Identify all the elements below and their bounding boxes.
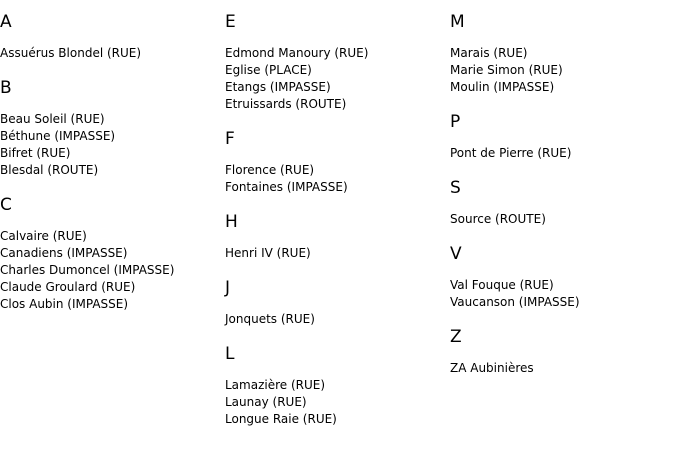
letter-heading: M <box>450 12 465 32</box>
street-list <box>225 162 445 196</box>
street-link[interactable]: Assuérus Blondel (RUE) <box>0 46 142 60</box>
street-link[interactable]: Henri IV (RUE) <box>225 246 311 260</box>
letter-group <box>225 344 445 428</box>
list-item <box>225 62 445 79</box>
list-item <box>225 79 445 96</box>
list-item <box>450 145 670 162</box>
list-item <box>225 45 445 62</box>
letter-group <box>225 278 445 328</box>
letter-heading: V <box>450 244 462 264</box>
street-list <box>225 45 445 113</box>
street-link[interactable]: Canadiens (IMPASSE) <box>0 246 128 260</box>
street-link[interactable]: Etruissards (ROUTE) <box>225 97 347 111</box>
street-list <box>450 45 670 96</box>
street-link[interactable]: Béthune (IMPASSE) <box>0 129 116 143</box>
street-link[interactable]: Fontaines (IMPASSE) <box>225 180 348 194</box>
list-item <box>225 394 445 411</box>
street-link[interactable]: ZA Aubinières <box>450 361 534 375</box>
list-item <box>0 111 220 128</box>
letter-group <box>225 129 445 196</box>
letter-group <box>450 244 670 311</box>
list-item <box>0 279 220 296</box>
letter-group <box>0 12 220 62</box>
street-link[interactable]: Calvaire (RUE) <box>0 229 87 243</box>
list-item <box>450 45 670 62</box>
list-item <box>450 294 670 311</box>
street-link[interactable]: Beau Soleil (RUE) <box>0 112 105 126</box>
list-item <box>0 296 220 313</box>
street-list <box>225 377 445 428</box>
street-link[interactable]: Edmond Manoury (RUE) <box>225 46 369 60</box>
street-index-column <box>0 12 220 329</box>
letter-heading: J <box>225 278 231 298</box>
street-link[interactable]: Blesdal (ROUTE) <box>0 163 99 177</box>
letter-heading: H <box>225 212 238 232</box>
street-link[interactable]: Florence (RUE) <box>225 163 315 177</box>
letter-group <box>450 178 670 228</box>
letter-heading: P <box>450 112 461 132</box>
list-item <box>0 45 220 62</box>
list-item <box>450 277 670 294</box>
street-link[interactable]: Longue Raie (RUE) <box>225 412 337 426</box>
street-list <box>450 145 670 162</box>
list-item <box>225 411 445 428</box>
street-list <box>0 111 220 179</box>
street-link[interactable]: Vaucanson (IMPASSE) <box>450 295 580 309</box>
list-item <box>0 128 220 145</box>
street-link[interactable]: Lamazière (RUE) <box>225 378 326 392</box>
street-list <box>0 45 220 62</box>
street-link[interactable]: Claude Groulard (RUE) <box>0 280 136 294</box>
letter-group <box>450 12 670 96</box>
street-link[interactable]: Jonquets (RUE) <box>225 312 315 326</box>
letter-group <box>450 112 670 162</box>
street-index-column <box>450 12 670 393</box>
list-item <box>0 145 220 162</box>
letter-heading: E <box>225 12 236 32</box>
list-item <box>0 245 220 262</box>
street-link[interactable]: Bifret (RUE) <box>0 146 71 160</box>
street-link[interactable]: Launay (RUE) <box>225 395 307 409</box>
list-item <box>225 96 445 113</box>
list-item <box>225 377 445 394</box>
street-link[interactable]: Etangs (IMPASSE) <box>225 80 331 94</box>
street-list <box>450 211 670 228</box>
letter-heading: Z <box>450 327 462 347</box>
letter-heading: L <box>225 344 235 364</box>
letter-group <box>0 78 220 179</box>
list-item <box>225 162 445 179</box>
street-link[interactable]: Charles Dumoncel (IMPASSE) <box>0 263 175 277</box>
street-list <box>0 228 220 313</box>
list-item <box>450 62 670 79</box>
list-item <box>0 262 220 279</box>
street-link[interactable]: Moulin (IMPASSE) <box>450 80 555 94</box>
letter-heading: F <box>225 129 235 149</box>
list-item <box>225 311 445 328</box>
street-list <box>225 245 445 262</box>
letter-heading: B <box>0 78 12 98</box>
letter-group <box>225 12 445 113</box>
list-item <box>450 211 670 228</box>
letter-heading: C <box>0 195 12 215</box>
list-item <box>225 245 445 262</box>
street-link[interactable]: Val Fouque (RUE) <box>450 278 554 292</box>
letter-heading: S <box>450 178 461 198</box>
letter-group <box>0 195 220 313</box>
street-list <box>450 360 670 377</box>
list-item <box>450 360 670 377</box>
street-link[interactable]: Source (ROUTE) <box>450 212 546 226</box>
street-link[interactable]: Marais (RUE) <box>450 46 528 60</box>
letter-group <box>225 212 445 262</box>
street-link[interactable]: Eglise (PLACE) <box>225 63 312 77</box>
list-item <box>225 179 445 196</box>
list-item <box>0 228 220 245</box>
letter-group <box>450 327 670 377</box>
street-index-column <box>225 12 445 444</box>
street-link[interactable]: Marie Simon (RUE) <box>450 63 563 77</box>
street-link[interactable]: Clos Aubin (IMPASSE) <box>0 297 129 311</box>
list-item <box>450 79 670 96</box>
letter-heading: A <box>0 12 12 32</box>
street-list <box>450 277 670 311</box>
street-list <box>225 311 445 328</box>
street-link[interactable]: Pont de Pierre (RUE) <box>450 146 572 160</box>
list-item <box>0 162 220 179</box>
